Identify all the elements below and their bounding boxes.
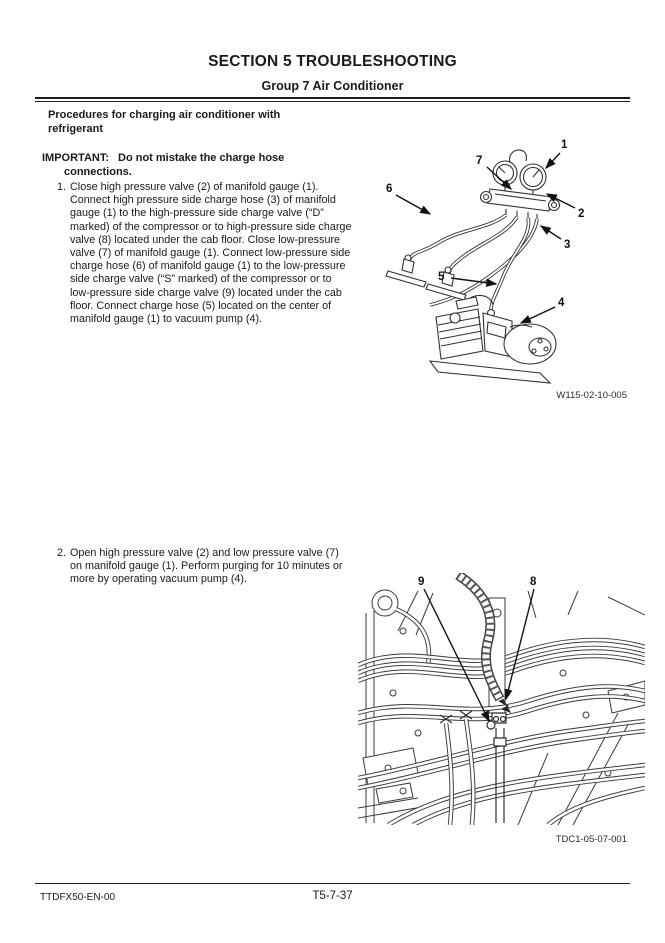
callout-5: 5 (438, 271, 445, 283)
step-1-number: 1. (57, 181, 67, 193)
callout-1: 1 (561, 139, 568, 151)
step-1-text: Close high pressure valve (2) of manifold gauge (1). Connect high pressure side charge hose (3) of manifold gauge (1) to the high-pressure side charge valve (“D” marked) of the compressor or to high-pressure side charge valve (8) located under the cab floor. Close low-pressure valve (7) of manifold gauge (1). Connect low-pressure side charge hose (6) of manifold gauge (1) to the low-pressure side charge valve (“S” marked) of the compressor or to low-pressure side charge valve (9) located under the cab floor. Connect charge hose (5) located on the center of manifold gauge (1) to vacuum pump (4). (70, 181, 352, 326)
footer-doc-code: TTDFX50-EN-00 (40, 892, 116, 903)
callout-6: 6 (386, 183, 393, 195)
under-floor-charge-valve-figure (358, 573, 645, 825)
footer-rule (35, 883, 630, 884)
callout-2: 2 (578, 208, 585, 220)
manifold-gauge-art (481, 150, 560, 219)
group-title: Group 7 Air Conditioner (261, 79, 404, 93)
footer-page-number: T5-7-37 (312, 890, 353, 902)
header-double-rule (35, 97, 630, 102)
manifold-gauge-vacuum-pump-figure (360, 131, 642, 393)
figure2-id-label: TDC1-05-07-001 (555, 834, 627, 845)
callout-9: 9 (418, 576, 425, 588)
step-1 (57, 181, 353, 326)
figure1-id-label: W115-02-10-005 (556, 390, 627, 401)
callout-3: 3 (564, 239, 571, 251)
callout-7: 7 (476, 155, 483, 167)
figure1-callouts (386, 139, 584, 323)
procedure-heading: Procedures for charging air conditioner with refrigerant (48, 109, 281, 135)
important-text: Do not mistake the charge hose connections. (64, 152, 285, 178)
hose-end-fittings-art (386, 255, 466, 300)
step-2-number: 2. (57, 547, 67, 559)
vacuum-pump-art (430, 295, 556, 383)
step-2-text: Open high pressure valve (2) and low pressure valve (7) on manifold gauge (1). Perform purging for 10 minutes or more by operating vacuum pump (4). (70, 547, 343, 586)
step-2 (57, 547, 353, 587)
section-title: SECTION 5 TROUBLESHOOTING (208, 53, 457, 70)
callout-4: 4 (558, 297, 565, 309)
important-note (42, 152, 344, 179)
important-label: IMPORTANT: (42, 152, 110, 164)
callout-8: 8 (530, 576, 537, 588)
